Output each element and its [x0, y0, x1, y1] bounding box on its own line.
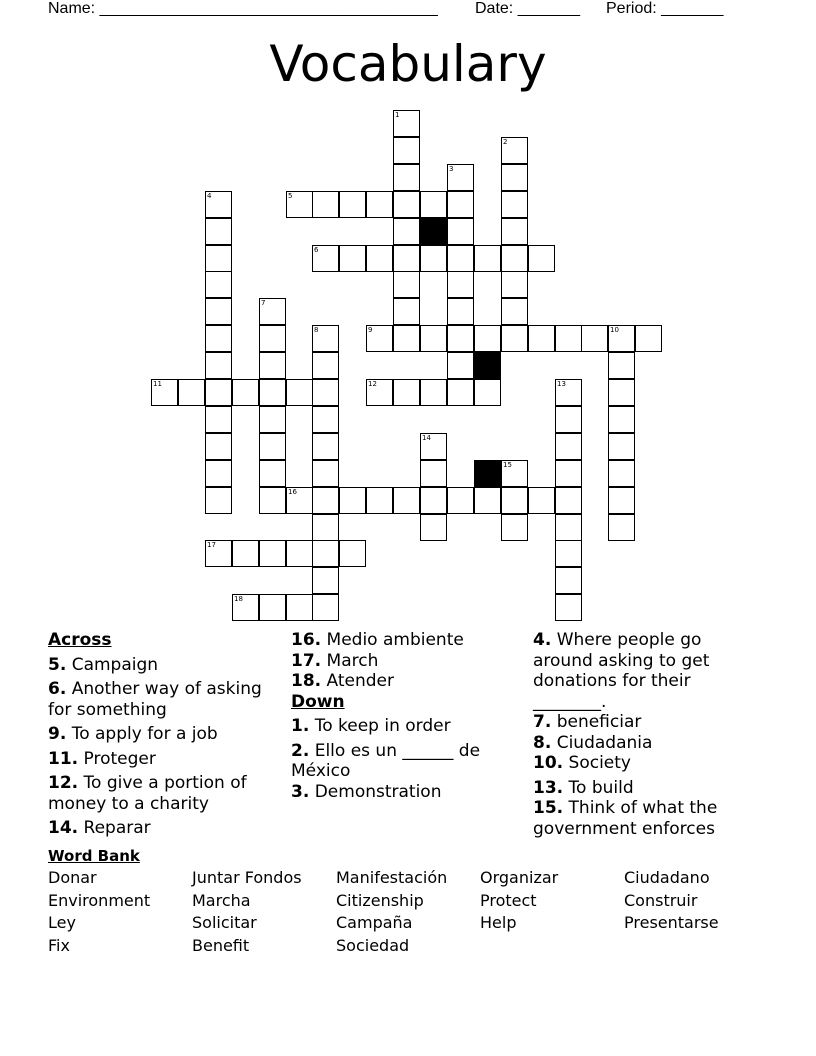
grid-cell[interactable] — [393, 245, 420, 272]
grid-cell[interactable] — [501, 460, 528, 487]
word-bank-item: Ciudadano — [624, 868, 710, 887]
word-bank-item: Protect — [480, 890, 537, 910]
grid-cell[interactable] — [501, 191, 528, 218]
grid-cell[interactable] — [501, 245, 528, 272]
grid-cell[interactable] — [205, 487, 232, 514]
clue-number: 15 — [503, 461, 512, 469]
word-bank-item: Manifestación — [336, 868, 448, 887]
grid-cell[interactable] — [205, 433, 232, 460]
grid-cell[interactable] — [205, 218, 232, 245]
grid-cell[interactable] — [420, 460, 447, 487]
grid-cell[interactable] — [555, 379, 582, 406]
down-heading: Down — [291, 691, 345, 712]
grid-cell[interactable] — [608, 325, 635, 352]
grid-cell[interactable] — [205, 245, 232, 272]
grid-cell[interactable] — [205, 406, 232, 433]
clue-number: 4 — [207, 192, 212, 200]
grid-cell[interactable] — [393, 191, 420, 218]
grid-cell[interactable] — [447, 164, 474, 191]
grid-cell[interactable] — [474, 379, 501, 406]
name-field[interactable]: Name: ______________________________________ — [48, 0, 438, 17]
grid-cell[interactable] — [528, 245, 555, 272]
clues-column-3 — [533, 630, 748, 839]
clue-number: 1 — [395, 111, 400, 119]
grid-cell[interactable] — [447, 325, 474, 352]
word-bank-item: Juntar Fondos — [192, 868, 302, 887]
clue-number: 7 — [261, 299, 266, 307]
grid-cell[interactable] — [312, 514, 339, 541]
grid-cell[interactable] — [555, 487, 582, 514]
grid-cell[interactable] — [312, 379, 339, 406]
clue-down-15: 15. Think of what the government enforces — [533, 798, 718, 839]
clue-number: 14 — [422, 434, 431, 442]
grid-cell[interactable] — [339, 540, 366, 567]
grid-cell[interactable] — [420, 191, 447, 218]
grid-cell[interactable] — [420, 514, 447, 541]
grid-cell[interactable] — [393, 271, 420, 298]
grid-cell[interactable] — [608, 352, 635, 379]
grid-cell[interactable] — [501, 164, 528, 191]
grid-cell[interactable] — [286, 191, 313, 218]
clue-down-2: 2. Ello es un ______ de México — [291, 740, 481, 781]
word-bank-item: Help — [480, 913, 517, 932]
grid-cell[interactable] — [339, 245, 366, 272]
grid-cell[interactable] — [447, 352, 474, 379]
word-bank-item: Citizenship — [336, 890, 424, 910]
clue-number: 11 — [153, 380, 162, 388]
word-bank-item: Organizar — [480, 868, 559, 887]
grid-cell[interactable] — [501, 137, 528, 164]
grid-cell[interactable] — [286, 594, 313, 621]
grid-cell[interactable] — [474, 325, 501, 352]
grid-cell[interactable] — [608, 406, 635, 433]
grid-cell[interactable] — [286, 487, 313, 514]
clue-number: 5 — [288, 192, 293, 200]
grid-cell[interactable] — [312, 352, 339, 379]
grid-cell[interactable] — [259, 433, 286, 460]
grid-cell[interactable] — [205, 379, 232, 406]
date-field[interactable]: Date: _______ — [475, 0, 580, 17]
word-bank-item: Fix — [48, 935, 70, 955]
clues-column-2 — [291, 630, 516, 802]
grid-cell[interactable] — [366, 379, 393, 406]
clue-across-12: 12. To give a portion of money to a charity — [48, 773, 247, 814]
grid-cell[interactable] — [555, 325, 582, 352]
grid-cell[interactable] — [259, 298, 286, 325]
clue-number: 16 — [288, 488, 297, 496]
clue-number: 2 — [503, 138, 508, 146]
grid-cell[interactable] — [474, 487, 501, 514]
grid-cell[interactable] — [447, 245, 474, 272]
grid-cell[interactable] — [501, 298, 528, 325]
grid-cell[interactable] — [393, 137, 420, 164]
word-bank-item: Sociedad — [336, 935, 410, 955]
grid-cell[interactable] — [581, 325, 608, 352]
clue-number: 10 — [610, 326, 619, 334]
grid-cell[interactable] — [312, 540, 339, 567]
grid-cell[interactable] — [312, 406, 339, 433]
clue-down-4: 4. Where people go around asking to get donations for their ________. — [533, 630, 710, 712]
grid-cell[interactable] — [259, 460, 286, 487]
grid-cell[interactable] — [339, 191, 366, 218]
word-bank-item: Campaña — [336, 913, 413, 932]
grid-cell[interactable] — [205, 298, 232, 325]
word-bank-title: Word Bank — [48, 847, 140, 865]
period-field[interactable]: Period: _______ — [606, 0, 724, 17]
grid-cell[interactable] — [555, 540, 582, 567]
clue-number: 17 — [207, 541, 216, 549]
word-bank-item: Construir — [624, 890, 698, 910]
clues-column-1 — [48, 630, 273, 839]
word-bank-item: Benefit — [192, 935, 250, 955]
grid-cell[interactable] — [608, 433, 635, 460]
grid-cell[interactable] — [312, 325, 339, 352]
grid-cell[interactable] — [205, 271, 232, 298]
grid-cell[interactable] — [420, 379, 447, 406]
grid-cell[interactable] — [501, 325, 528, 352]
grid-cell[interactable] — [312, 594, 339, 621]
grid-cell[interactable] — [259, 594, 286, 621]
word-bank-item: Environment — [48, 890, 151, 910]
black-cell — [474, 460, 501, 487]
grid-cell[interactable] — [259, 352, 286, 379]
grid-cell[interactable] — [555, 567, 582, 594]
grid-cell[interactable] — [393, 298, 420, 325]
clue-down-3: 3. Demonstration — [291, 781, 442, 802]
grid-cell[interactable] — [501, 271, 528, 298]
clue-across-5: 5. Campaign — [48, 654, 159, 675]
clue-number: 9 — [368, 326, 373, 334]
grid-cell[interactable] — [393, 218, 420, 245]
grid-cell[interactable] — [393, 487, 420, 514]
grid-cell[interactable] — [528, 487, 555, 514]
grid-cell[interactable] — [393, 164, 420, 191]
grid-cell[interactable] — [447, 487, 474, 514]
grid-cell[interactable] — [447, 379, 474, 406]
word-bank — [48, 846, 719, 955]
grid-cell[interactable] — [474, 245, 501, 272]
clue-across-11: 11. Proteger — [48, 748, 156, 769]
clue-across-18: 18. Atender — [291, 671, 394, 691]
grid-cell[interactable] — [447, 218, 474, 245]
grid-cell[interactable] — [312, 433, 339, 460]
clue-across-16: 16. Medio ambiente — [291, 630, 464, 650]
grid-cell[interactable] — [232, 540, 259, 567]
grid-cell[interactable] — [608, 487, 635, 514]
grid-cell[interactable] — [420, 325, 447, 352]
grid-cell[interactable] — [420, 245, 447, 272]
grid-cell[interactable] — [205, 191, 232, 218]
word-bank-item: Marcha — [192, 890, 251, 910]
clue-across-17: 17. March — [291, 650, 379, 671]
grid-cell[interactable] — [312, 487, 339, 514]
grid-cell[interactable] — [393, 110, 420, 137]
grid-cell[interactable] — [232, 594, 259, 621]
word-bank-item: Donar — [48, 868, 97, 887]
grid-cell[interactable] — [608, 460, 635, 487]
grid-cell[interactable] — [366, 191, 393, 218]
grid-cell[interactable] — [178, 379, 205, 406]
grid-cell[interactable] — [205, 325, 232, 352]
grid-cell[interactable] — [286, 379, 313, 406]
clue-across-14: 14. Reparar — [48, 818, 151, 838]
grid-cell[interactable] — [555, 594, 582, 621]
grid-cell[interactable] — [366, 245, 393, 272]
clue-down-13: 13. To build — [533, 777, 634, 798]
grid-cell[interactable] — [528, 325, 555, 352]
grid-cell[interactable] — [393, 379, 420, 406]
grid-cell[interactable] — [555, 406, 582, 433]
grid-cell[interactable] — [312, 460, 339, 487]
grid-cell[interactable] — [286, 540, 313, 567]
grid-cell[interactable] — [501, 514, 528, 541]
grid-cell[interactable] — [312, 245, 339, 272]
grid-cell[interactable] — [205, 460, 232, 487]
grid-cell[interactable] — [366, 487, 393, 514]
grid-cell[interactable] — [205, 352, 232, 379]
word-bank-item: Ley — [48, 913, 76, 932]
clue-number: 13 — [557, 380, 566, 388]
grid-cell[interactable] — [259, 540, 286, 567]
grid-cell[interactable] — [447, 191, 474, 218]
grid-cell[interactable] — [501, 487, 528, 514]
grid-cell[interactable] — [420, 487, 447, 514]
across-heading: Across — [48, 630, 112, 650]
clue-across-6: 6. Another way of asking for something — [48, 679, 262, 720]
grid-cell[interactable] — [393, 325, 420, 352]
clue-down-1: 1. To keep in order — [291, 716, 451, 736]
grid-cell[interactable] — [232, 379, 259, 406]
grid-cell[interactable] — [259, 406, 286, 433]
clue-across-9: 9. To apply for a job — [48, 724, 218, 744]
clue-number: 8 — [314, 326, 319, 334]
clue-number: 18 — [234, 595, 243, 603]
grid-cell[interactable] — [259, 487, 286, 514]
grid-cell[interactable] — [447, 271, 474, 298]
grid-cell[interactable] — [151, 379, 178, 406]
grid-cell[interactable] — [501, 218, 528, 245]
grid-cell[interactable] — [339, 487, 366, 514]
page-title: Vocabulary — [269, 35, 547, 93]
grid-cell[interactable] — [312, 191, 339, 218]
grid-cell[interactable] — [447, 298, 474, 325]
grid-cell[interactable] — [608, 514, 635, 541]
grid-cell[interactable] — [420, 433, 447, 460]
grid-cell[interactable] — [555, 433, 582, 460]
grid-cell[interactable] — [555, 460, 582, 487]
clue-number: 12 — [368, 380, 377, 388]
grid-cell[interactable] — [635, 325, 662, 352]
grid-cell[interactable] — [259, 379, 286, 406]
clue-number: 6 — [314, 246, 319, 254]
grid-cell[interactable] — [205, 540, 232, 567]
grid-cell[interactable] — [608, 379, 635, 406]
grid-cell[interactable] — [312, 567, 339, 594]
clue-down-10: 10. Society — [533, 753, 631, 773]
word-bank-item: Presentarse — [624, 913, 719, 932]
black-cell — [420, 218, 447, 245]
clue-down-7: 7. beneficiar — [533, 712, 642, 732]
grid-cell[interactable] — [366, 325, 393, 352]
word-bank-item: Solicitar — [192, 913, 257, 932]
grid-cell[interactable] — [259, 325, 286, 352]
grid-cell[interactable] — [555, 514, 582, 541]
clue-number: 3 — [449, 165, 454, 173]
clue-down-8: 8. Ciudadania — [533, 732, 653, 753]
black-cell — [474, 352, 501, 379]
